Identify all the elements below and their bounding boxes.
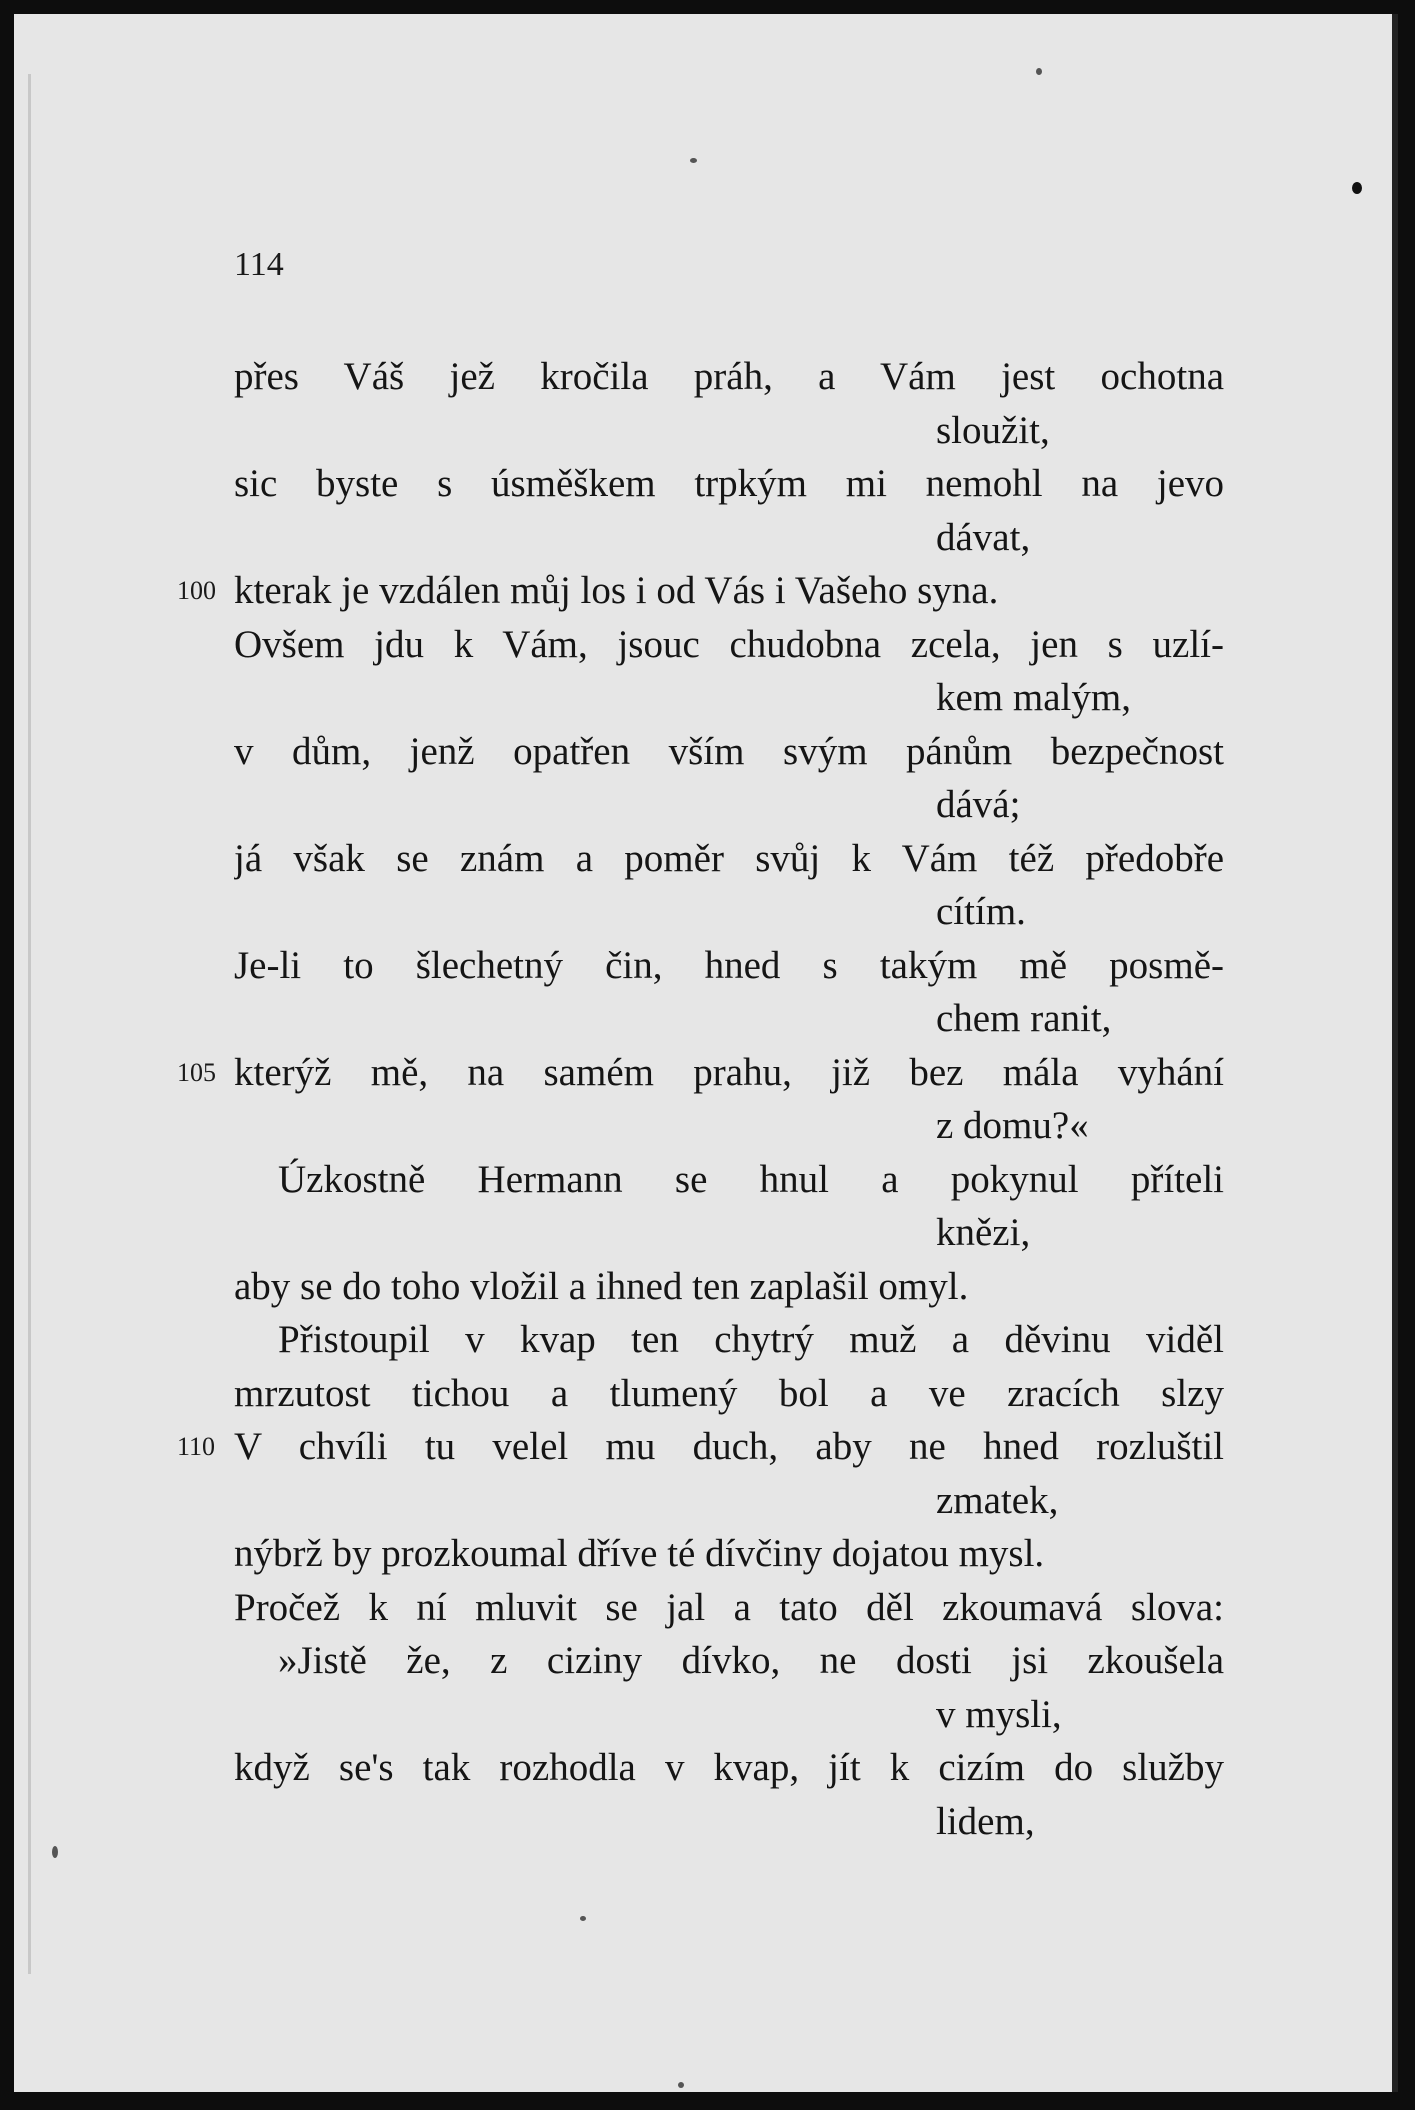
line-text: lidem,	[936, 1799, 1035, 1843]
book-page	[14, 14, 1398, 2092]
scan-speck	[580, 1916, 586, 1921]
poem-line	[14, 1474, 1392, 1528]
line-text: nýbrž by prozkoumal dříve té dívčiny dojatou mysl.	[234, 1532, 1045, 1575]
line-number: 100	[177, 576, 216, 605]
poem-line	[14, 1206, 1392, 1260]
poem-line	[14, 1046, 1392, 1100]
scan-speck	[690, 158, 697, 163]
scan-speck	[678, 2082, 684, 2088]
line-text: cítím.	[936, 890, 1026, 933]
line-text: kterak je vzdálen můj los i od Vás i Vašeho syna.	[234, 569, 999, 612]
poem-line	[14, 1367, 1392, 1421]
poem-text	[14, 350, 1392, 1848]
line-text: Je-li to šlechetný čin, hned s takým mě posmě-	[234, 943, 1224, 987]
poem-line	[14, 832, 1392, 886]
poem-line	[14, 1420, 1392, 1474]
line-text: z domu?«	[936, 1104, 1089, 1147]
line-text: v dům, jenž opatřen vším svým pánům bezpečnost	[234, 729, 1224, 773]
line-text: kem malým,	[936, 676, 1131, 719]
line-text: dává;	[936, 783, 1021, 826]
line-text: chem ranit,	[936, 997, 1112, 1040]
line-text: »Jistě že, z ciziny dívko, ne dosti jsi zkoušela	[278, 1639, 1224, 1682]
line-text: v mysli,	[936, 1692, 1062, 1736]
poem-line	[14, 1795, 1392, 1849]
line-text: sloužit,	[936, 408, 1050, 452]
line-text: dávat,	[936, 515, 1031, 559]
scan-speck	[1352, 182, 1362, 194]
line-number: 110	[177, 1432, 216, 1461]
poem-line	[14, 1099, 1392, 1153]
poem-line	[14, 457, 1392, 511]
line-text: Ovšem jdu k Vám, jsouc chudobna zcela, jen s uzlí-	[234, 622, 1224, 666]
poem-line	[14, 725, 1392, 779]
poem-line	[14, 350, 1392, 404]
line-text: mrzutost tichou a tlumený bol a ve zracích slzy	[234, 1371, 1224, 1415]
poem-line	[14, 1260, 1392, 1314]
line-text: když se's tak rozhodla v kvap, jít k cizím do služby	[234, 1746, 1224, 1789]
poem-line	[14, 885, 1392, 939]
poem-line	[14, 1313, 1392, 1367]
line-number: 105	[177, 1057, 216, 1087]
line-text: já však se znám a poměr svůj k Vám též předobře	[234, 836, 1224, 880]
line-text: V chvíli tu velel mu duch, aby ne hned rozluštil	[234, 1425, 1224, 1468]
line-text: zmatek,	[936, 1478, 1059, 1522]
poem-line	[14, 671, 1392, 725]
poem-line	[14, 1688, 1392, 1742]
line-text: sic byste s úsměškem trpkým mi nemohl na jevo	[234, 462, 1224, 505]
page-number: 114	[234, 246, 284, 283]
poem-line	[14, 778, 1392, 832]
poem-line	[14, 1741, 1392, 1795]
line-text: kterýž mě, na samém prahu, již bez mála vyhání	[234, 1050, 1224, 1094]
poem-line	[14, 404, 1392, 458]
poem-line	[14, 1634, 1392, 1688]
poem-line	[14, 939, 1392, 993]
line-text: Úzkostně Hermann se hnul a pokynul příteli	[278, 1157, 1224, 1201]
poem-line	[14, 511, 1392, 565]
line-text: Přistoupil v kvap ten chytrý muž a děvinu viděl	[278, 1318, 1224, 1361]
poem-line	[14, 618, 1392, 672]
line-text: Pročež k ní mluvit se jal a tato děl zkoumavá slova:	[234, 1585, 1224, 1629]
poem-line	[14, 1153, 1392, 1207]
line-text: přes Váš jež kročila práh, a Vám jest ochotna	[234, 355, 1224, 398]
poem-line	[14, 564, 1392, 618]
scan-speck	[52, 1846, 58, 1858]
poem-line	[14, 1581, 1392, 1635]
poem-line	[14, 992, 1392, 1046]
poem-line	[14, 1527, 1392, 1581]
scan-speck	[1036, 68, 1042, 75]
line-text: knězi,	[936, 1211, 1031, 1254]
line-text: aby se do toho vložil a ihned ten zaplašil omyl.	[234, 1264, 969, 1308]
